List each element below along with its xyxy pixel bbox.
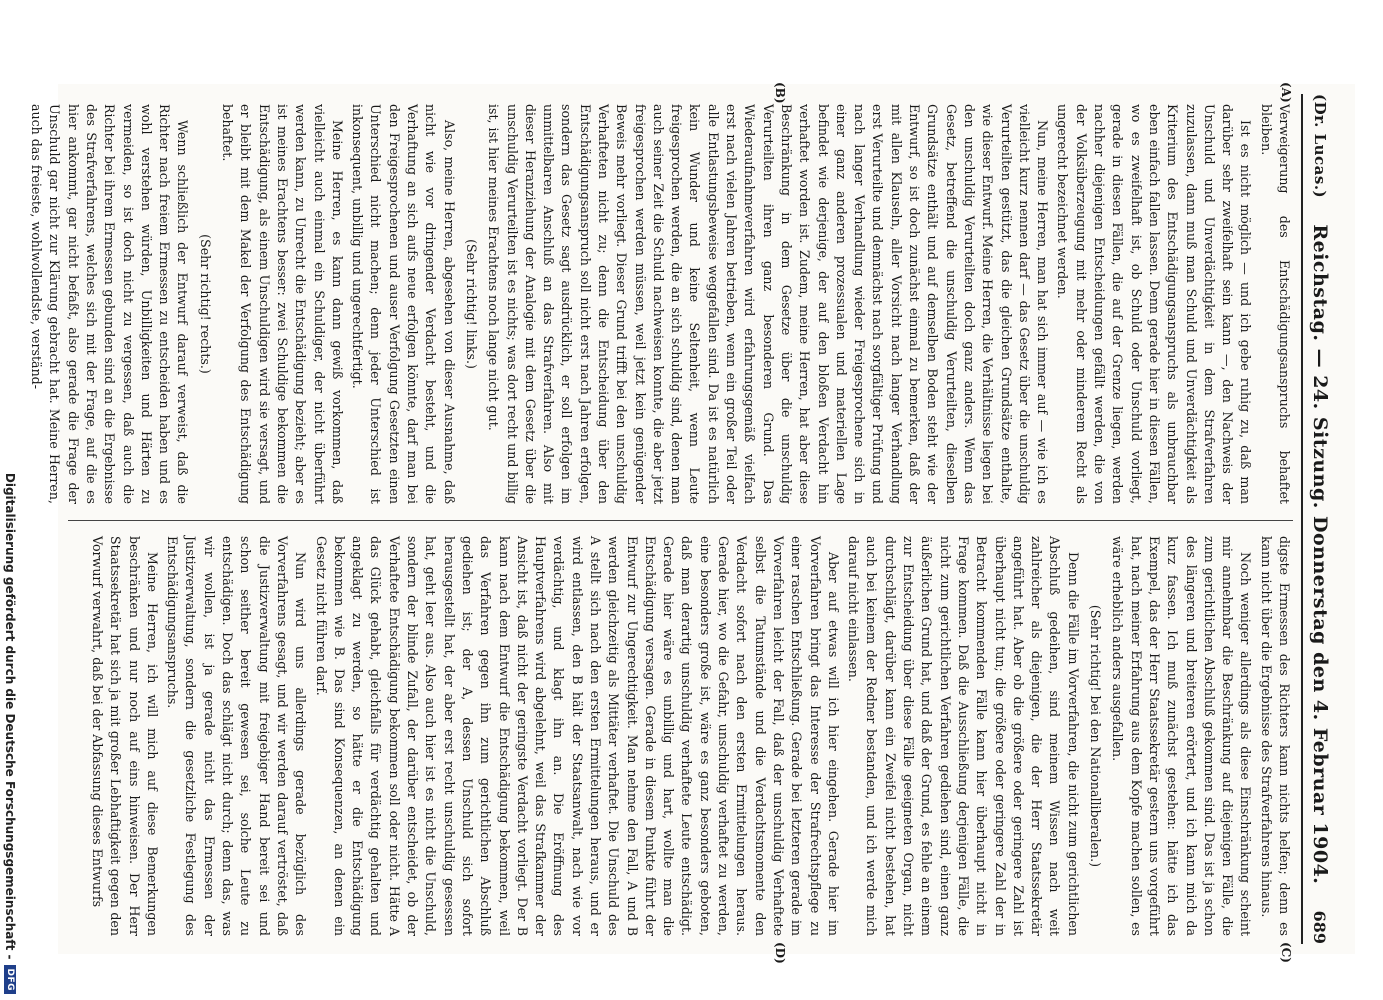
paragraph: Denn die Fälle im Vorverfahren, die nicht zum gerichtlichen Abschluß gedeihen, sind meinem Wissen nach weit zahlreicher als diejenigen, die der Herr Staatssekretär angeführt hat. Aber ob die größere oder geringere Zahl ist überhaupt nicht tun; die größere oder geringere Zahl der in Betracht kommenden Fälle kann hier überhaupt nicht in Frage kommen. Daß die Ausschließung derjenigen Fälle, die nicht zum gerichtlichen Verfahren gediehen sind, einen ganz äußerlichen Grund hat, und daß der Grund, es fehle an einem zur Entscheidung über diese Fälle geeigneten Organ, nicht durchschlägt, darüber kann ein Zweifel nicht bestehen, hat auch bei keinem der Redner bestanden, und ich werde mich darauf nicht einlassen.	[846, 536, 1081, 936]
dfg-logo: DFG	[4, 965, 16, 994]
column-divider	[68, 520, 1293, 521]
page-header	[1301, 94, 1337, 944]
paragraph: Ist es nicht möglich — und ich gebe ruhig zu, daß man darüber sehr zweifelhaft sein kann —, den Nachweis der Unschuld und Unverdächtigkeit in dem Strafverfahren zuzulassen, dann muß man Schuld und Unverdächtigkeit als Kriterium des Entschädigungsanspruchs als unbrauchbar eben einfach fallen lassen. Denn gerade hier in diesen Fällen, wo es zweifelhaft ist, ob Schuld oder Unschuld vorliegt, gerade in diesen Fällen, die auf der Grenze liegen, werden nachher diejenigen Entscheidungen gefällt werden, die von der Volksüberzeugung mit mehr oder minderem Recht als ungerecht bezeichnet werden.	[1055, 104, 1254, 504]
paragraph: Wenn schließlich der Entwurf darauf verweist, daß die Richter nach freiem Ermessen zu entscheiden haben und es wohl verstehen würden, Unbilligkeiten und Härten zu vermeiden, so ist doch nicht zu vergessen, daß auch die Richter bei ihrem Ermessen gebunden sind an die Ergebnisse des Strafverfahrens, welches sich mit der Frage, auf die es hier ankommt, gar nicht befaßt, also gerade die Frage der Unschuld gar nicht zur Klärung gebracht hat. Meine Herren, auch das freieste, wohlwollendste, verständ-	[29, 104, 191, 504]
paragraph: digste Ermessen des Richters kann nichts helfen; denn es kann nicht über die Ergebnisse des Strafverfahrens hinaus.	[1258, 536, 1292, 936]
paragraph: Nun wird uns allerdings gerade bezüglich des Vorverfahrens gesagt, und wir werden darauf vertröstet, daß die Justizverwaltung mit freigebiger Hand bereit sei und schon seither bereit gewesen sei, solche Leute zu entschädigen. Doch das schlägt nicht durch; denn das, was wir wollen, ist ja gerade nicht das Ermessen der Justizverwaltung, sondern die gesetzliche Festlegung des Entschädigungsanspruchs.	[165, 536, 309, 936]
margin-marker-b: (B)	[773, 82, 787, 104]
margin-marker-d: (D)	[773, 942, 787, 964]
paragraph: Noch weniger allerdings als diese Einschränkung scheint mir annehmbar die Beschränkung auf diejenigen Fälle, die zum gerichtlichen Abschluß gekommen sind. Das ist ja schon des längeren und breiteren erörtert, und ich kann mich da kurz fassen. Ich muß zunächst gestehen: hätte ich das Exempel, das der Herr Staatssekretär gestern uns vorgeführt hat, nach meiner Erfahrung aus dem Kopfe machen sollen, es wäre erheblich anders ausgefallen.	[1110, 536, 1254, 936]
left-column	[29, 104, 1293, 504]
newspaper-sheet	[29, 82, 1355, 964]
paragraph: Aber auf etwas will ich hier eingehen. Gerade hier im Vorverfahren bringt das Interesse der Strafrechtspflege zu einer raschen Entschließung. Gerade bei letzteren gerade im Vorverfahren leicht der Fall, daß der unschuldig Verhaftete selbst die Tatumstände und die Verdachtsmomente den Verdacht sofort nach den ersten Ermittelungen heraus. Gerade hier, wo die Gefahr, unschuldig verhaftet zu werden, eine besonders große ist, wäre es ganz besonders geboten, daß man derartig unschuldig verhaftete Leute entschädigt. Gerade hier wäre es unbillig und hart, wollte man die Entschädigung versagen. Gerade in diesem Punkte führt der Entwurf zur Ungerechtigkeit. Man nehme den Fall, A und B werden gleichzeitig als Mittäter verhaftet. Die Unschuld des A stellt sich nach den ersten Ermittelungen heraus, und er wird entlassen, den B hält der Staatsanwalt, nach wie vor verdächtig, und klagt ihn an. Die Eröffnung des Hauptverfahrens wird abgelehnt, weil das Strafkammer der Ansicht ist, daß nicht der geringste Verdacht vorliegt. Der B kann nach dem Entwurf die Entschädigung bekommen, weil das Verfahren gegen ihn zum gerichtlichen Abschluß gediehen ist; der A, dessen Unschuld sich sofort herausgestellt hat, der aber erst recht unschuldig gesessen hat, geht leer aus. Also auch hier ist es nicht die Unschuld, sondern der blinde Zufall, der darüber entscheidet, ob der Verhaftete Entschädigung bekommen soll oder nicht. Hätte A das Glück gehabt, gleichfalls für verdächtig gehalten und angeklagt zu werden, so hätte er die Entschädigung bekommen wie B. Das sind Konsequenzen, an denen ein Gesetz nicht führen darf.	[313, 536, 841, 936]
interjection: (Sehr richtig! rechts.)	[197, 234, 213, 374]
paragraph: Verweigerung des Entschädigungsanspruchs behaftet bleiben.	[1258, 104, 1292, 504]
right-column	[68, 536, 1293, 936]
running-title: Reichstag. — 24. Sitzung. Donnerstag den 4. Februar 1904.	[1309, 224, 1331, 885]
margin-marker-a: (A)	[1279, 82, 1293, 103]
paragraph: Also, meine Herren, abgesehen von dieser Ausnahme, daß nicht wie vor dringender Verdacht besteht, und die Verhaftung an sich aufs neue erfolgen könnte, darf man bei den Freigesprochenen und auser Verfolgung Gesetzten einen Unterschied nicht machen; denn jeder Unterschied ist inkonsequent, unbillig und ungerechtfertigt.	[350, 104, 457, 504]
paragraph: Meine Herren, es kann dann gewiß vorkommen, daß vielleicht auch einmal ein Schuldiger, der nicht überführt werden kann, zu Unrecht die Entschädigung bezieht; aber es ist meines Erachtens besser: zwei Schuldige bekommen die Entschädigung, als einem Unschuldigen wird sie versagt, und er bleibt mit dem Makel der Verfolgung des Entschädigung behaftet.	[220, 104, 345, 504]
credit-text: Digitalisierung gefördert durch die Deutsche Forschungsgemeinschaft -	[3, 472, 17, 960]
interjection: (Sehr richtig! links.)	[463, 239, 479, 369]
interjection: (Sehr richtig! bei den Nationalliberalen.)	[1088, 604, 1104, 868]
page-number: 689	[1310, 910, 1330, 944]
digitization-credit	[0, 0, 20, 1000]
paragraph: Nun, meine Herren, man hat sich immer auf — wie ich es vielleicht kurz nennen darf — das Gesetz über die unschuldig Verurteilten gestützt, das die gleichen Grundsätze enthalte, wie dieser Entwurf. Meine Herren, die Verhältnisse liegen bei den unschuldig Verurteilten doch ganz anders. Wenn das Gesetz, betreffend die unschuldig Verurteilten, dieselben Grundsätze enthält und auf demselben Boden steht wie der Entwurf, so ist doch zunächst einmal zu bemerken, daß der mit allen Klauseln, aller Vorsicht nach langer Verhandlung erst Verurteilte und demnächst nach sorgfältiger Prüfung und nach langer Verhandlung wieder Freigesprochene sich in einer ganz anderen prozessualen und materiellen Lage befindet wie derjenige, der auf den bloßen Verdacht hin verhaftet worden ist. Zudem, meine Herren, hat aber diese Beschränkung in dem Gesetze über die unschuldig Verurteilten ihren ganz besonderen Grund. Das Wiederaufnahmeverfahren wird erfahrungsgemäß vielfach erst nach vielen Jahren betrieben, wenn ein großer Teil oder alle Entlastungsbeweise weggefallen sind. Da ist es natürlich kein Wunder und keine Seltenheit, wenn Leute freigesprochen werden, die an sich schuldig sind, denen man auch seiner Zeit die Schuld nachweisen konnte, die aber jetzt freigesprochen werden müssen, weil jetzt kein genügender Beweis mehr vorliegt. Dieser Grund trifft bei den unschuldig Verhafteten nicht zu; denn die Entscheidung über den Entschädigungsanspruch soll nicht erst nach Jahren erfolgen, sondern das Gesetz sagt ausdrücklich, er soll erfolgen im unmittelbaren Anschluß an das Strafverfahren. Also mit dieser Heranziehung der Analogie mit dem Gesetz über die unschuldig Verurteilten ist es nichts; was dort recht und billig ist, ist hier meines Erachtens noch lange nicht gut.	[486, 104, 1051, 504]
paragraph: Meine Herren, ich will mich auf diese Bemerkungen beschränken und nur noch auf eins hinweisen. Der Herr Staatssekretär hat sich ja mit großer Lebhaftigkeit gegen den Vorwurf verwahrt, daß bei der Abfassung dieses Entwurfs	[90, 536, 160, 936]
margin-marker-c: (C)	[1279, 942, 1293, 963]
speaker-name: (Dr. Lucas.)	[1311, 94, 1329, 199]
